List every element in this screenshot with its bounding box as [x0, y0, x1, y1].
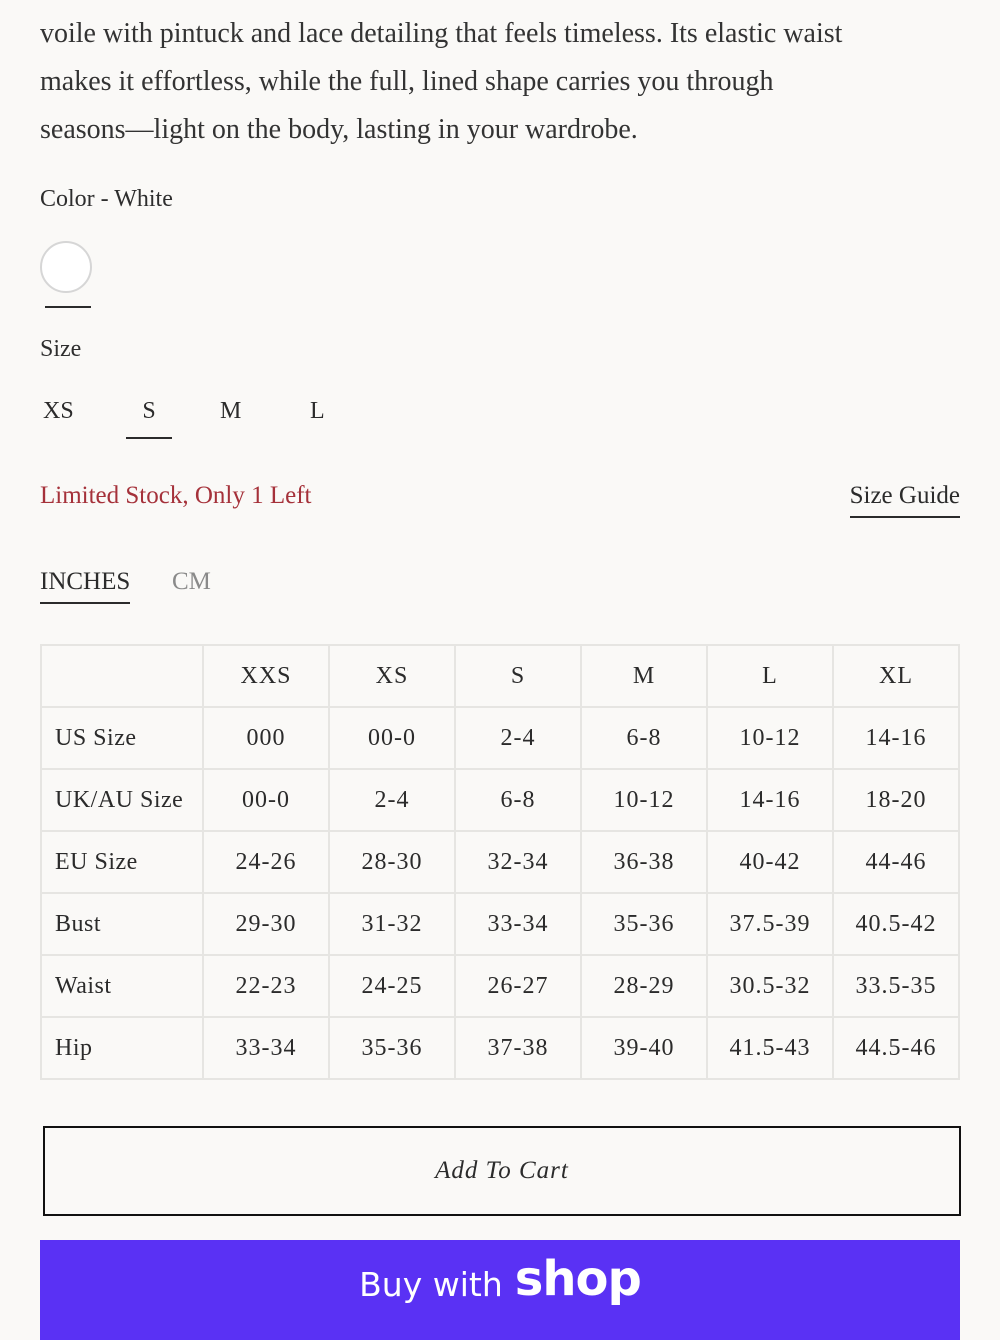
table-cell: 6-8 — [455, 769, 581, 831]
color-swatch-white[interactable] — [40, 241, 92, 293]
table-cell: 32-34 — [455, 831, 581, 893]
table-cell: 33.5-35 — [833, 955, 959, 1017]
table-header-cell: M — [581, 645, 707, 707]
table-row-label: EU Size — [41, 831, 203, 893]
table-row — [41, 1017, 959, 1079]
table-cell: 44-46 — [833, 831, 959, 893]
table-cell: 28-29 — [581, 955, 707, 1017]
table-cell: 14-16 — [707, 769, 833, 831]
table-row-label: US Size — [41, 707, 203, 769]
table-row — [41, 707, 959, 769]
table-cell: 10-12 — [707, 707, 833, 769]
table-cell: 44.5-46 — [833, 1017, 959, 1079]
size-guide-link[interactable]: Size Guide — [850, 482, 960, 518]
table-cell: 22-23 — [203, 955, 329, 1017]
table-cell: 39-40 — [581, 1017, 707, 1079]
size-option-m[interactable]: M — [220, 398, 242, 424]
table-cell: 26-27 — [455, 955, 581, 1017]
table-cell: 00-0 — [203, 769, 329, 831]
size-label: Size — [40, 336, 82, 362]
table-row-label: Bust — [41, 893, 203, 955]
table-header-cell: XS — [329, 645, 455, 707]
size-option-l[interactable]: L — [310, 398, 325, 424]
size-option-s[interactable]: S — [126, 398, 172, 439]
add-to-cart-button[interactable]: Add To Cart — [43, 1126, 961, 1216]
table-cell: 28-30 — [329, 831, 455, 893]
table-header-cell: XXS — [203, 645, 329, 707]
table-row — [41, 893, 959, 955]
stock-notice: Limited Stock, Only 1 Left — [40, 482, 312, 509]
table-cell: 18-20 — [833, 769, 959, 831]
table-header-row — [41, 645, 959, 707]
description-line: voile with pintuck and lace detailing that feels timeless. Its elastic waist — [40, 18, 843, 49]
table-cell: 2-4 — [455, 707, 581, 769]
table-cell: 33-34 — [203, 1017, 329, 1079]
table-row-label: UK/AU Size — [41, 769, 203, 831]
shop-logo: shop — [514, 1251, 641, 1307]
table-row — [41, 769, 959, 831]
table-cell: 30.5-32 — [707, 955, 833, 1017]
table-cell: 40-42 — [707, 831, 833, 893]
table-cell: 00-0 — [329, 707, 455, 769]
table-cell: 2-4 — [329, 769, 455, 831]
table-cell: 10-12 — [581, 769, 707, 831]
table-cell: 33-34 — [455, 893, 581, 955]
size-option-xs[interactable]: XS — [43, 398, 74, 424]
table-row — [41, 955, 959, 1017]
table-row-label: Waist — [41, 955, 203, 1017]
description-line: makes it effortless, while the full, lined shape carries you through — [40, 66, 774, 97]
table-cell: 29-30 — [203, 893, 329, 955]
tab-cm[interactable]: CM — [172, 568, 211, 595]
buy-with-shop-button[interactable] — [40, 1240, 960, 1340]
table-cell: 31-32 — [329, 893, 455, 955]
table-cell: 24-26 — [203, 831, 329, 893]
table-cell: 6-8 — [581, 707, 707, 769]
product-description — [40, 10, 960, 154]
table-header-cell: S — [455, 645, 581, 707]
table-cell: 40.5-42 — [833, 893, 959, 955]
table-cell: 14-16 — [833, 707, 959, 769]
size-chart-table — [40, 644, 960, 1080]
selected-swatch-indicator — [45, 306, 91, 308]
table-row-label: Hip — [41, 1017, 203, 1079]
buy-with-label: Buy with — [359, 1264, 503, 1304]
table-header-cell — [41, 645, 203, 707]
table-cell: 35-36 — [581, 893, 707, 955]
table-cell: 36-38 — [581, 831, 707, 893]
table-row — [41, 831, 959, 893]
table-cell: 000 — [203, 707, 329, 769]
color-label: Color - White — [40, 186, 173, 212]
description-line: seasons—light on the body, lasting in your wardrobe. — [40, 114, 638, 145]
table-header-cell: L — [707, 645, 833, 707]
tab-inches[interactable]: INCHES — [40, 568, 130, 604]
table-cell: 24-25 — [329, 955, 455, 1017]
table-cell: 37-38 — [455, 1017, 581, 1079]
table-cell: 37.5-39 — [707, 893, 833, 955]
table-header-cell: XL — [833, 645, 959, 707]
table-cell: 35-36 — [329, 1017, 455, 1079]
table-cell: 41.5-43 — [707, 1017, 833, 1079]
